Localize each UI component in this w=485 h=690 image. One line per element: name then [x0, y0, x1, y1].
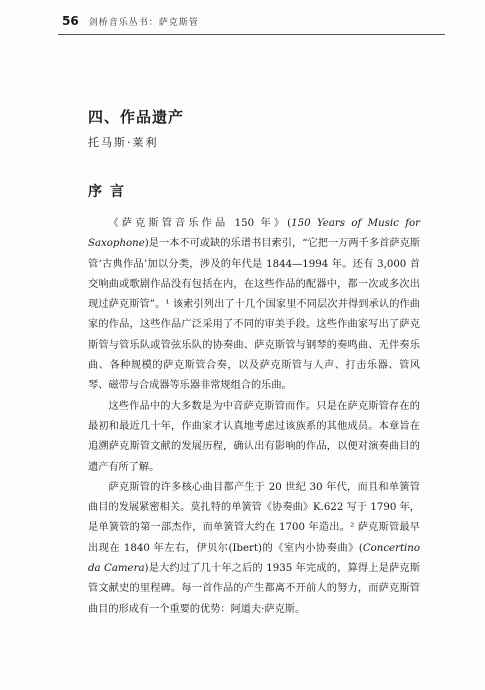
book-title-italic: 150 Years of Music for Saxophone [88, 218, 420, 250]
paragraph-2 [88, 397, 420, 478]
text-segment: 萨克斯管的许多核心曲目都产生于 20 世纪 30 年代，而且和单簧管曲目的发展紧密相关。莫扎特的单簧管《协奏曲》K.622 写于 1790 年，是单簧管的第一部杰作，而单簧管大约在 1700 年造出。² 萨克斯管最早出现在 1840 年左右，伊贝尔(Ibert)的《室内小协奏曲》( [88, 481, 420, 554]
author-name: 托马斯·莱利 [88, 136, 159, 149]
text-segment: 这些作品中的大多数是为中音萨克斯管而作。只是在萨克斯管存在的最初和最近几十年，作曲家才认真地考虑过该族系的其他成员。本章旨在追溯萨克斯管文献的发展历程，确认出有影响的作品，以便对演奏曲目的遗产有所了解。 [88, 400, 420, 473]
work-title-italic: Concertino da Camera [88, 542, 420, 575]
text-segment: )是大约过了几十年之后的 1935 年完成的，算得上是萨克斯管文献史的里程碑。每一首作品的产生都离不开前人的努力，而萨克斯管曲目的形成有一个重要的优势：阿道夫·萨克斯。 [88, 563, 420, 615]
page-number: 56 [62, 14, 79, 28]
body-text [88, 214, 420, 620]
paragraph-1 [88, 214, 420, 397]
text-segment: )是一本不可或缺的乐谱书目索引，“它把一万两千多首萨克斯管‘古典作品’加以分类，涉及的年代是 1844—1994 年。还有 3,000 首交响曲或歌剧作品没有包括在内，在这些作品的配器中，都一次或多次出现过萨克斯管”。¹ 该索引列出了十几个国家里不同层次并得到承认的作曲家的作品，这些作品广泛采用了不同的审美手段。这些作曲家写出了萨克斯管与管乐队或管弦乐队的协奏曲、萨克斯管与钢琴的奏鸣曲、无伴奏乐曲、各种规模的萨克斯管合奏，以及萨克斯管与人声、打击乐器、管风琴、磁带与合成器等乐器非常规组合的乐曲。 [88, 238, 420, 392]
running-header [62, 14, 445, 30]
header-rule [58, 34, 445, 35]
text-segment: 《萨克斯管音乐作品 150 年》( [108, 218, 292, 229]
chapter-title: 四、作品遗产 [88, 108, 185, 126]
section-title: 序言 [88, 184, 132, 200]
paragraph-3 [88, 478, 420, 620]
series-title: 剑桥音乐丛书：萨克斯管 [88, 18, 199, 28]
